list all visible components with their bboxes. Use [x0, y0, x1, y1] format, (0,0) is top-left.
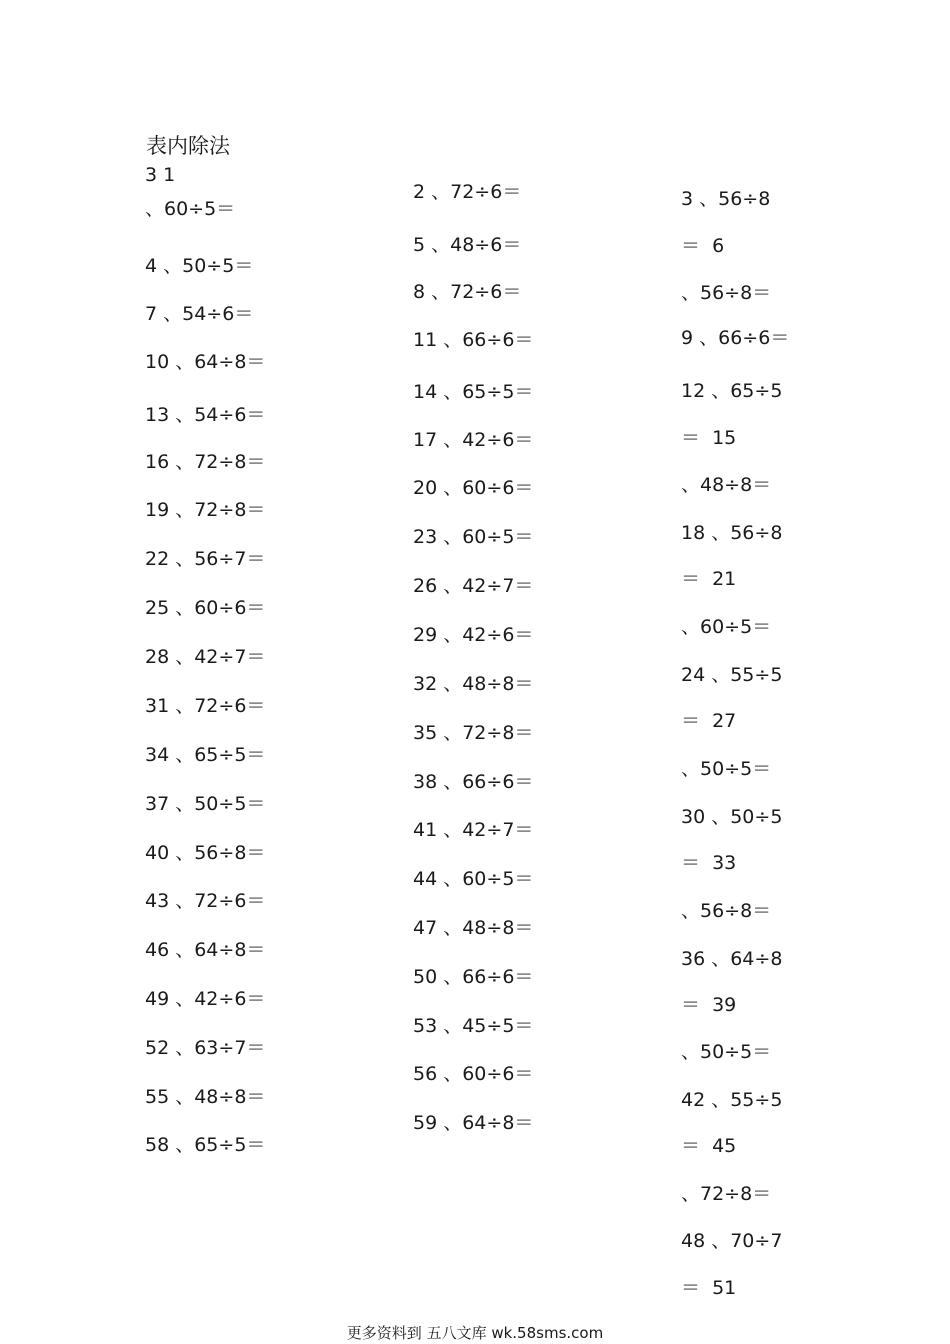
- problem-line: 47 、48÷8＝: [413, 917, 534, 939]
- problem-line: 50 、66÷6＝: [413, 966, 534, 988]
- problem-line: 、72÷8＝: [681, 1183, 772, 1205]
- problem-line: 16 、72÷8＝: [145, 451, 266, 473]
- problem-line: 43 、72÷6＝: [145, 890, 266, 912]
- problem-line: 8 、72÷6＝: [413, 281, 522, 303]
- problem-line: 13 、54÷6＝: [145, 404, 266, 426]
- problem-line: 11 、66÷6＝: [413, 329, 534, 351]
- problem-line: 25 、60÷6＝: [145, 597, 266, 619]
- problem-line: 24 、55÷5: [681, 664, 783, 686]
- problem-line: 9 、66÷6＝: [681, 327, 790, 349]
- problem-line: 29 、42÷6＝: [413, 624, 534, 646]
- problem-line: 46 、64÷8＝: [145, 939, 266, 961]
- problem-line: 、48÷8＝: [681, 474, 772, 496]
- problem-line: 20 、60÷6＝: [413, 477, 534, 499]
- problem-line: 58 、65÷5＝: [145, 1134, 266, 1156]
- problem-line: 31 、72÷6＝: [145, 695, 266, 717]
- problem-line: 56 、60÷6＝: [413, 1063, 534, 1085]
- problem-line: 4 、50÷5＝: [145, 255, 254, 277]
- problem-line: 7 、54÷6＝: [145, 303, 254, 325]
- footer-text: 更多资料到 五八文库 wk.58sms.com: [346, 1324, 604, 1342]
- problem-line: 41 、42÷7＝: [413, 819, 534, 841]
- problem-line: 44 、60÷5＝: [413, 868, 534, 890]
- problem-line: 48 、70÷7: [681, 1230, 783, 1252]
- problem-line: ＝ 45: [681, 1135, 737, 1157]
- problem-line: 14 、65÷5＝: [413, 381, 534, 403]
- problem-line: 26 、42÷7＝: [413, 575, 534, 597]
- problem-line: 22 、56÷7＝: [145, 548, 266, 570]
- problem-line: ＝ 21: [681, 568, 737, 590]
- problem-line: 2 、72÷6＝: [413, 181, 522, 203]
- problem-line: 23 、60÷5＝: [413, 526, 534, 548]
- problem-line: 、50÷5＝: [681, 1041, 772, 1063]
- problem-line: ＝ 6: [681, 235, 725, 257]
- problem-line: 40 、56÷8＝: [145, 842, 266, 864]
- problem-line: 35 、72÷8＝: [413, 722, 534, 744]
- problem-line: 37 、50÷5＝: [145, 793, 266, 815]
- problem-line: 、56÷8＝: [681, 282, 772, 304]
- problem-line: 28 、42÷7＝: [145, 646, 266, 668]
- problem-line: 10 、64÷8＝: [145, 351, 266, 373]
- problem-line: 、60÷5＝: [145, 198, 236, 220]
- problem-line: 52 、63÷7＝: [145, 1037, 266, 1059]
- problem-line: 32 、48÷8＝: [413, 673, 534, 695]
- problem-line: 17 、42÷6＝: [413, 429, 534, 451]
- problem-line: 55 、48÷8＝: [145, 1086, 266, 1108]
- problem-line: ＝ 51: [681, 1277, 737, 1299]
- page-title: 表内除法: [146, 134, 230, 158]
- problem-line: 19 、72÷8＝: [145, 499, 266, 521]
- problem-line: 36 、64÷8: [681, 948, 783, 970]
- problem-line: ＝ 15: [681, 427, 737, 449]
- problem-line: 30 、50÷5: [681, 806, 783, 828]
- problem-line: 59 、64÷8＝: [413, 1112, 534, 1134]
- problem-line: 53 、45÷5＝: [413, 1015, 534, 1037]
- problem-line: 、56÷8＝: [681, 900, 772, 922]
- problem-line: 3 1: [145, 164, 176, 186]
- problem-line: 3 、56÷8: [681, 188, 771, 210]
- problem-line: 42 、55÷5: [681, 1089, 783, 1111]
- problem-line: ＝ 39: [681, 994, 737, 1016]
- problem-line: 、50÷5＝: [681, 758, 772, 780]
- problem-line: 18 、56÷8: [681, 522, 783, 544]
- problem-line: ＝ 27: [681, 710, 737, 732]
- problem-line: 49 、42÷6＝: [145, 988, 266, 1010]
- problem-line: 38 、66÷6＝: [413, 771, 534, 793]
- problem-line: 、60÷5＝: [681, 616, 772, 638]
- problem-line: 12 、65÷5: [681, 380, 783, 402]
- problem-line: 5 、48÷6＝: [413, 234, 522, 256]
- problem-line: ＝ 33: [681, 852, 737, 874]
- problem-line: 34 、65÷5＝: [145, 744, 266, 766]
